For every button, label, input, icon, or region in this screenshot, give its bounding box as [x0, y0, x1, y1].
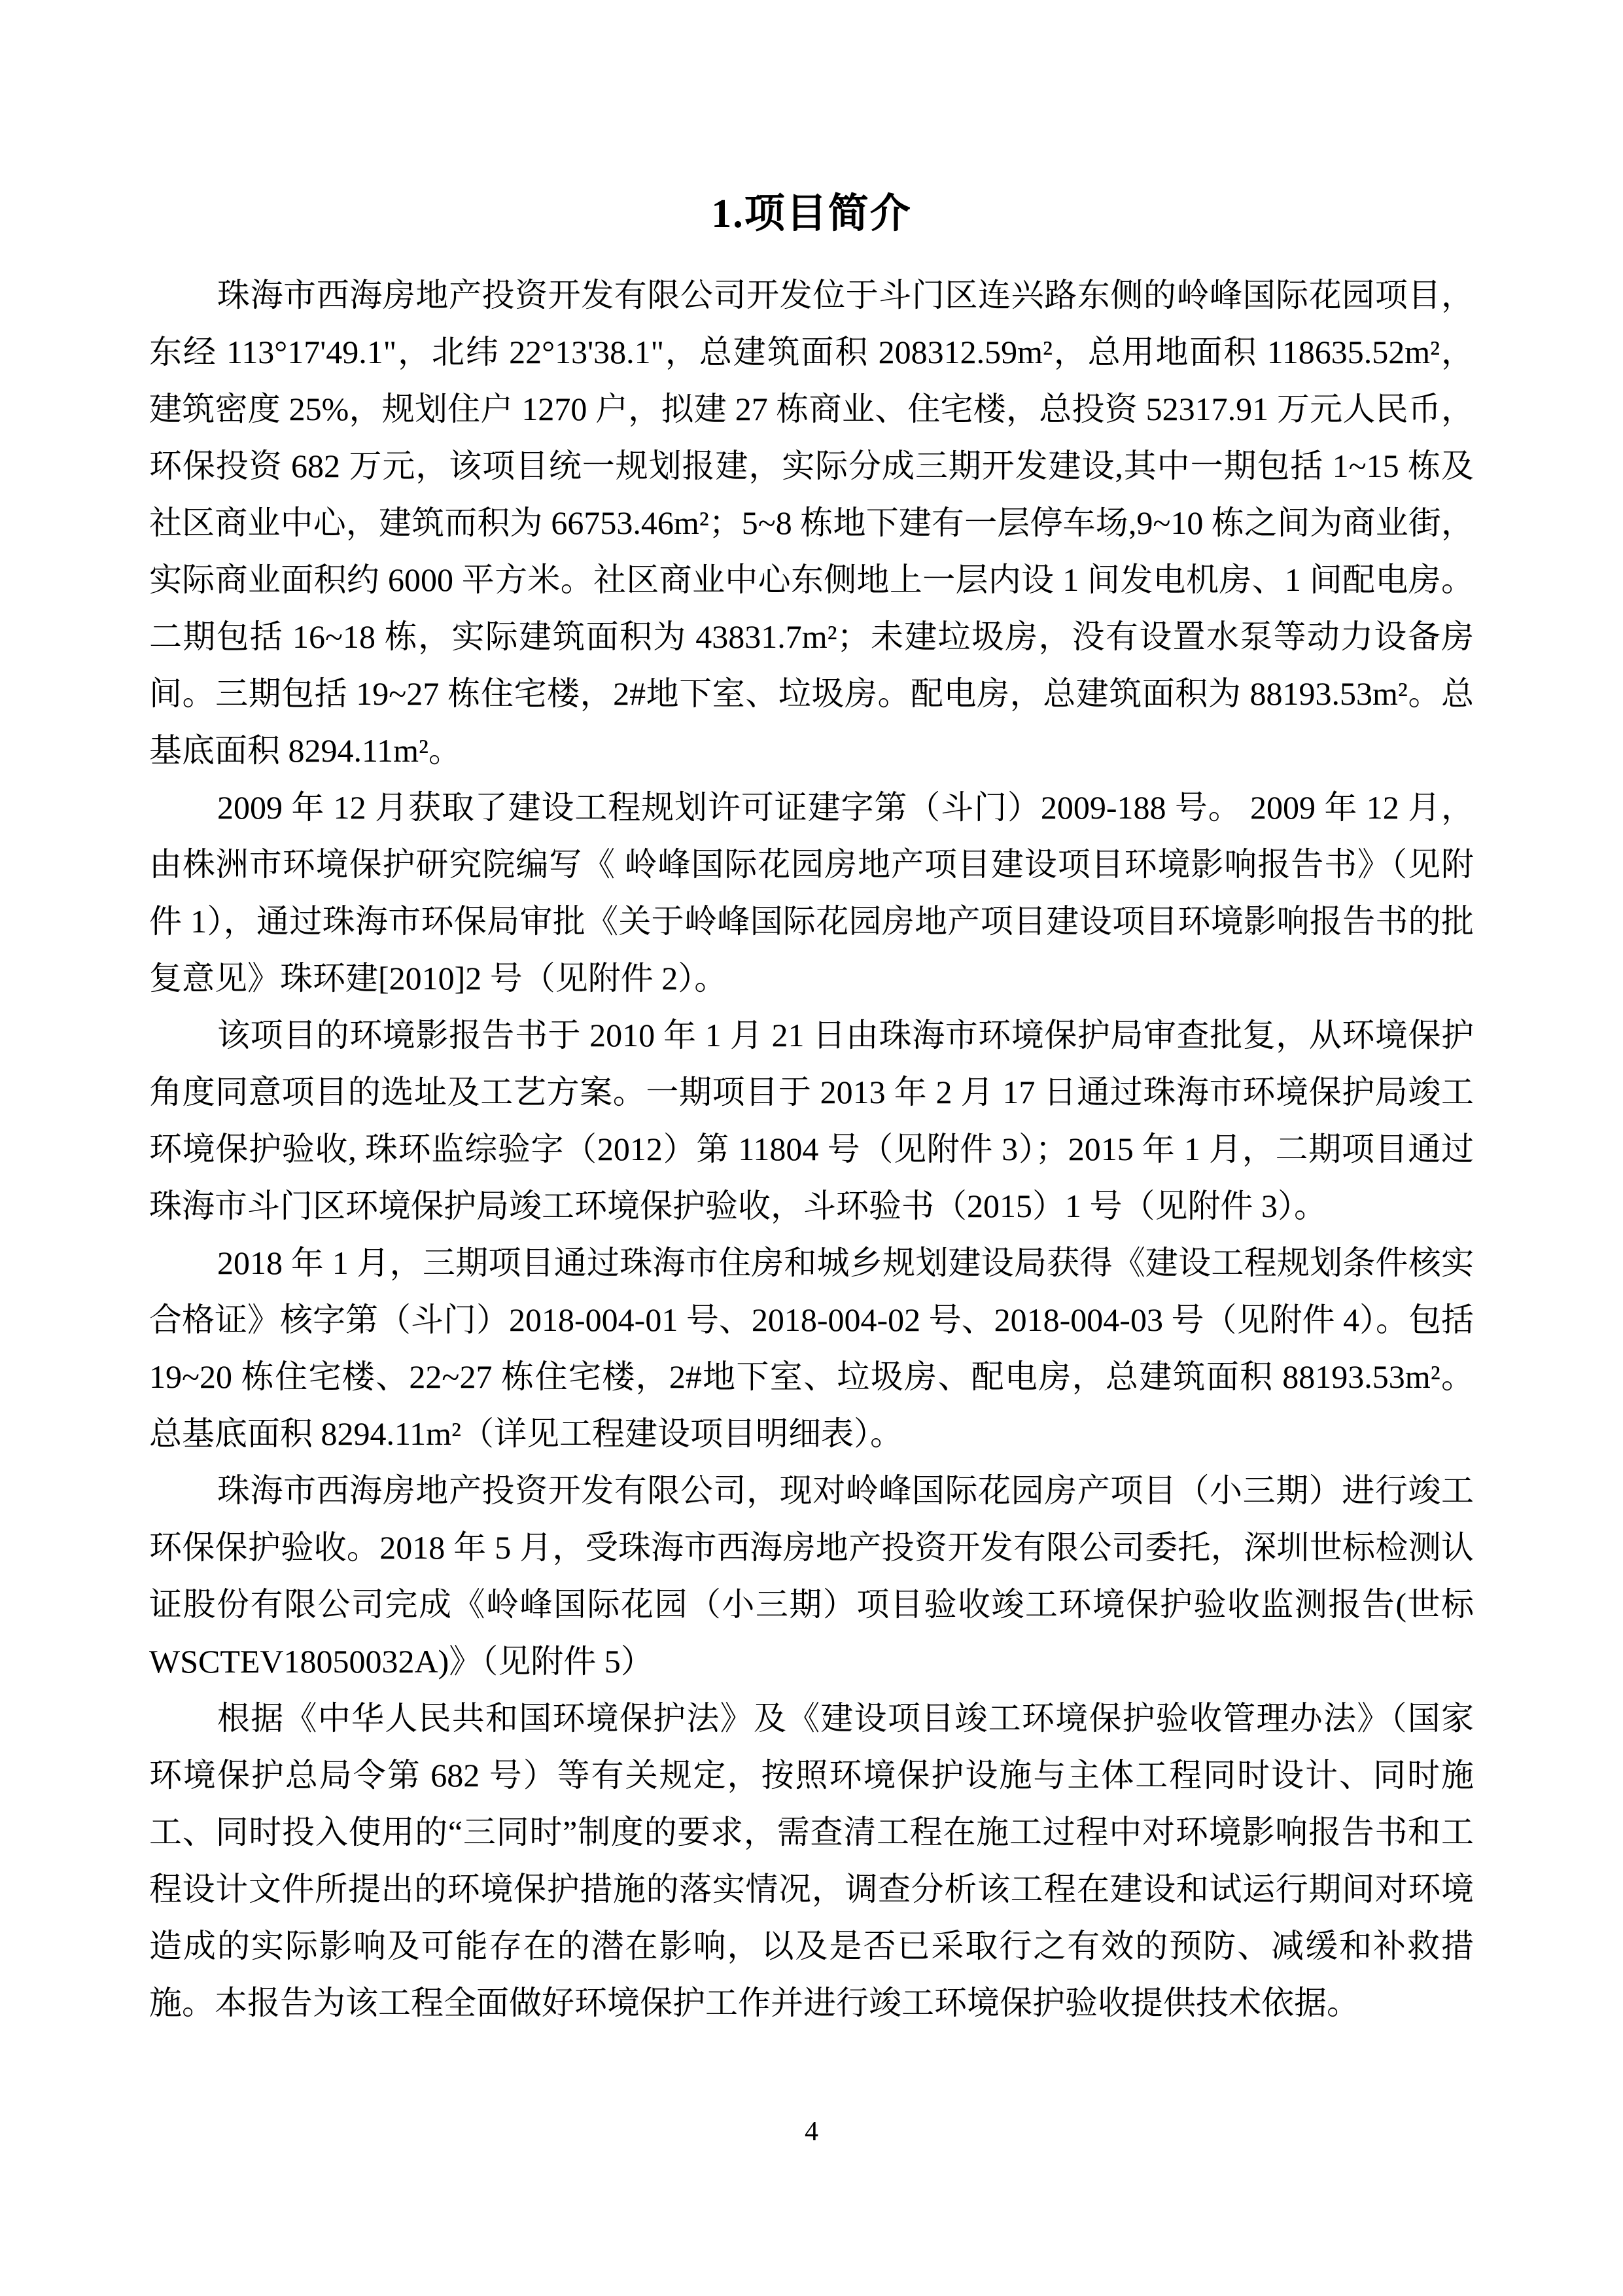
document-body [149, 267, 1474, 2032]
page-number: 4 [805, 2117, 818, 2147]
paragraph: 2009 年 12 月获取了建设工程规划许可证建字第（斗门）2009-188 号。 2009 年 12 月，由株洲市环境保护研究院编写《 岭峰国际花园房地产项目建设项目环境影响报告书》（见附件 1），通过珠海市环保局审批《关于岭峰国际花园房地产项目建设项目环境影响报告书的批复意见》珠环建[2010]2 号（见附件 2）。 [149, 789, 1474, 997]
paragraph: 珠海市西海房地产投资开发有限公司开发位于斗门区连兴路东侧的岭峰国际花园项目，东经 113°17'49.1"，北纬 22°13'38.1"，总建筑面积 208312.59m²，总用地面积 118635.52m²，建筑密度 25%，规划住户 1270 户，拟建 27 栋商业、住宅楼，总投资 52317.91 万元人民币，环保投资 682 万元，该项目统一规划报建，实际分成三期开发建设,其中一期包括 1~15 栋及社区商业中心，建筑而积为 66753.46m²；5~8 栋地下建有一层停车场,9~10 栋之间为商业街，实际商业面积约 6000 平方米。社区商业中心东侧地上一层内设 1 间发电机房、1 间配电房。二期包括 16~18 栋，实际建筑面积为 43831.7m²；未建垃圾房，没有设置水泵等动力设备房间。三期包括 19~27 栋住宅楼，2#地下室、垃圾房。配电房，总建筑面积为 88193.53m²。总基底面积 8294.11m²。 [149, 277, 1474, 769]
paragraph: 根据《中华人民共和国环境保护法》及《建设项目竣工环境保护验收管理办法》（国家环境保护总局令第 682 号）等有关规定，按照环境保护设施与主体工程同时设计、同时施工、同时投入使用的“三同时”制度的要求，需查清工程在施工过程中对环境影响报告书和工程设计文件所提出的环境保护措施的落实情况，调查分析该工程在建设和试运行期间对环境造成的实际影响及可能存在的潜在影响，以及是否已采取行之有效的预防、减缓和补救措施。本报告为该工程全面做好环境保护工作并进行竣工环境保护验收提供技术依据。 [149, 1700, 1474, 2021]
section-title: 1.项目简介 [711, 192, 912, 236]
paragraph: 该项目的环境影报告书于 2010 年 1 月 21 日由珠海市环境保护局审查批复，从环境保护角度同意项目的选址及工艺方案。一期项目于 2013 年 2 月 17 日通过珠海市环境保护局竣工环境保护验收, 珠环监综验字（2012）第 11804 号（见附件 3）；2015 年 1 月，二期项目通过珠海市斗门区环境保护局竣工环境保护验收，斗环验书（2015）1 号（见附件 3）。 [149, 1017, 1474, 1224]
paragraph: 珠海市西海房地产投资开发有限公司，现对岭峰国际花园房产项目（小三期）进行竣工环保保护验收。2018 年 5 月，受珠海市西海房地产投资开发有限公司委托，深圳世标检测认证股份有限公司完成《岭峰国际花园（小三期）项目验收竣工环境保护验收监测报告(世标WSCTEV18050032A)》（见附件 5） [149, 1472, 1474, 1680]
paragraph: 2018 年 1 月，三期项目通过珠海市住房和城乡规划建设局获得《建设工程规划条件核实合格证》核字第（斗门）2018-004-01 号、2018-004-02 号、2018-004-03 号（见附件 4）。包括 19~20 栋住宅楼、22~27 栋住宅楼，2#地下室、垃圾房、配电房，总建筑面积 88193.53m²。总基底面积 8294.11m²（详见工程建设项目明细表）。 [149, 1245, 1474, 1452]
